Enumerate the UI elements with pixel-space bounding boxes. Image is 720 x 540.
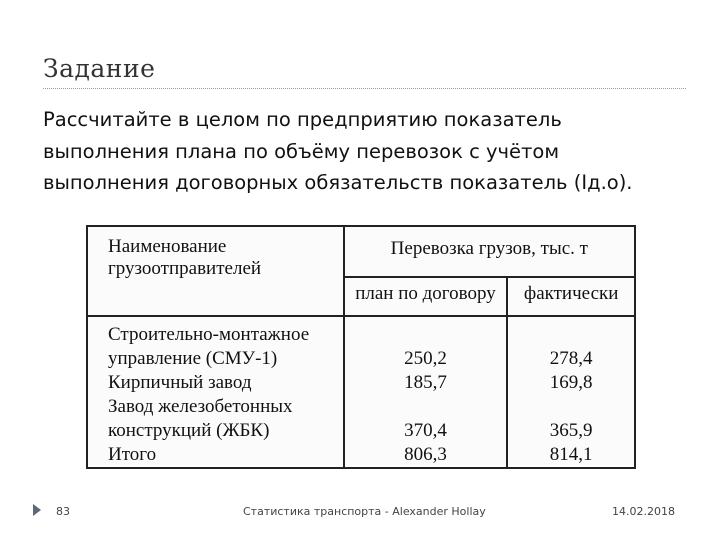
fact-value: 169,8 (549, 372, 593, 393)
fact-values-cell (507, 316, 635, 468)
fact-value: 278,4 (549, 348, 593, 369)
slide-bullet-icon (33, 504, 41, 516)
plan-values-cell (344, 316, 508, 468)
header-shipper-line: Наименование (108, 236, 227, 257)
plan-value: 250,2 (404, 348, 447, 369)
task-text (43, 104, 703, 199)
task-text-line: выполнения договорных обязательств показатель (Iд.о). (43, 171, 633, 194)
fact-value: 814,1 (549, 444, 593, 465)
freight-table (86, 225, 636, 469)
shipper-name-line: управление (СМУ-1) (108, 348, 278, 369)
header-fact: фактически (507, 277, 635, 316)
shipper-name-line: Строительно-монтажное (108, 324, 310, 345)
footer-date: 14.02.2018 (612, 505, 675, 518)
fact-value (508, 323, 634, 347)
task-text-line: выполнения плана по объёму перевозок с учётом (43, 139, 560, 163)
plan-value (345, 395, 507, 419)
page-number: 83 (56, 505, 70, 518)
header-shipper-name (87, 226, 344, 316)
header-freight-group: Перевозка грузов, тыс. т (344, 226, 635, 277)
shipper-name-line: Итого (108, 444, 157, 465)
fact-value: 365,9 (549, 420, 593, 441)
shipper-names-cell (87, 316, 344, 468)
plan-value (345, 323, 507, 347)
shipper-name-line: Завод железобетонных (108, 396, 293, 417)
slide-title: Задание (43, 54, 156, 83)
task-text-line: Рассчитайте в целом по предприятию показатель (43, 108, 562, 131)
fact-value (508, 395, 634, 419)
header-shipper-line: грузоотправителей (108, 258, 262, 279)
title-divider (43, 88, 686, 89)
plan-value: 185,7 (404, 372, 447, 393)
footer-caption: Статистика транспорта - Alexander Hollay (243, 505, 486, 518)
shipper-name-line: конструкций (ЖБК) (108, 420, 270, 441)
header-plan: план по договору (344, 277, 508, 316)
scanned-table-image (86, 225, 636, 465)
shipper-name-line: Кирпичный завод (108, 372, 252, 393)
plan-value: 806,3 (404, 444, 447, 465)
plan-value: 370,4 (404, 420, 447, 441)
